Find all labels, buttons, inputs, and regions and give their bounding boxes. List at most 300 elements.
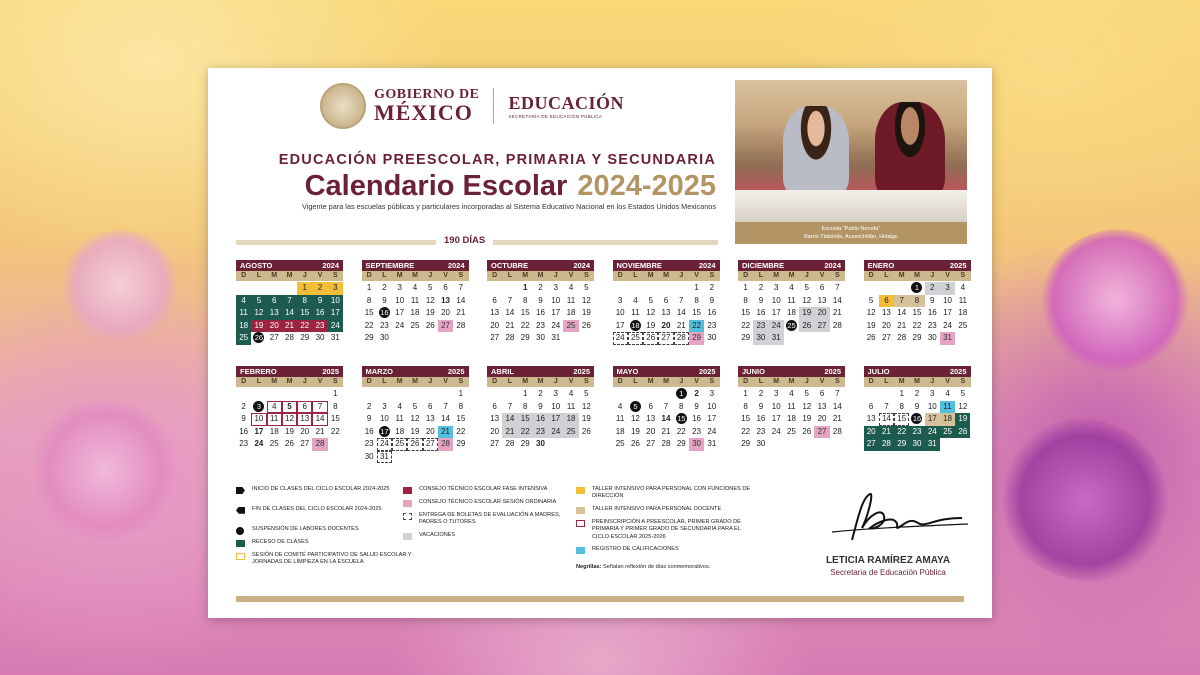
day-cell: 4 (960, 283, 966, 292)
day-cell: 15 (692, 308, 702, 317)
month-year: 2025 (573, 367, 590, 376)
weekday-label: L (256, 272, 262, 279)
day-cell: 5 (251, 295, 266, 308)
day-cell: 11 (395, 414, 404, 423)
weekday-label: S (458, 272, 464, 279)
day-cell: 10 (551, 295, 561, 305)
day-cell: 28 (505, 333, 515, 342)
weekday-label: M (271, 378, 278, 385)
empty-cell (628, 282, 643, 295)
day-cell: 23 (379, 320, 389, 330)
empty-cell (407, 388, 422, 401)
calendar-sheet (208, 68, 992, 618)
weekday-label: V (694, 378, 699, 385)
day-cell: 7 (835, 283, 840, 292)
day-cell: 28 (832, 426, 842, 436)
day-cell: 2 (241, 401, 246, 411)
day-cell: 26 (799, 320, 814, 333)
day-cell: 7 (282, 295, 297, 308)
day-cell: 1 (522, 389, 528, 398)
weekday-label: V (443, 378, 448, 385)
day-cell: 12 (581, 401, 591, 411)
day-cell (674, 413, 689, 426)
day-cell (377, 426, 392, 439)
day-cell: 10 (927, 401, 937, 411)
day-cell: 23 (536, 320, 545, 330)
day-cell: 4 (236, 295, 251, 308)
day-cell: 22 (912, 320, 922, 330)
day-cell: 4 (267, 401, 282, 414)
month-name: ENERO (867, 261, 895, 270)
day-cell: 31 (707, 439, 717, 448)
day-cell: 16 (692, 414, 702, 423)
day-cell: 13 (661, 308, 671, 317)
day-cell: 3 (382, 401, 387, 411)
day-cell: 27 (646, 439, 656, 448)
day-cell: 23 (753, 320, 768, 333)
day-cell: 11 (615, 414, 625, 423)
month-name: NOVIEMBRE (616, 261, 662, 270)
day-cell: 5 (648, 295, 653, 305)
day-cell: 1 (899, 389, 904, 398)
weekday-row (864, 377, 971, 387)
weekday-label: V (568, 272, 574, 279)
day-cell: 20 (881, 320, 891, 330)
day-cell: 17 (551, 308, 561, 317)
day-cell: 28 (879, 438, 894, 451)
day-cell: 29 (520, 439, 530, 448)
day-cell: 28 (456, 320, 466, 330)
day-cell: 24 (254, 439, 264, 448)
day-cell: 6 (879, 295, 894, 308)
day-cell: 30 (753, 332, 768, 345)
day-cell: 19 (285, 426, 294, 436)
day-cell: 18 (269, 426, 279, 436)
weekday-label: D (617, 272, 623, 279)
day-cell: 17 (615, 320, 625, 330)
day-cell: 17 (328, 307, 343, 320)
day-cell: 11 (410, 295, 420, 305)
day-cell: 29 (456, 439, 466, 448)
legend-swatch (576, 547, 585, 554)
day-cell: 18 (958, 308, 968, 317)
day-cell (674, 388, 689, 401)
day-cell: 11 (787, 295, 796, 305)
weekday-label: V (317, 272, 323, 279)
day-cell: 15 (364, 308, 374, 317)
day-cell: 1 (333, 389, 338, 398)
day-cell: 5 (868, 295, 874, 305)
day-cell: 17 (771, 308, 781, 317)
day-cell: 3 (617, 295, 623, 305)
day-cell: 25 (563, 320, 578, 333)
weekday-label: V (945, 378, 950, 385)
day-cell: 31 (377, 451, 392, 464)
day-cell: 9 (538, 295, 543, 305)
weekday-label: S (709, 272, 715, 279)
day-cell: 29 (689, 332, 704, 345)
days-count: 190 DÍAS (436, 235, 493, 246)
day-cell: 16 (312, 307, 327, 320)
day-cell: 4 (633, 295, 638, 305)
day-cell: 9 (366, 414, 372, 423)
day-cell: 20 (817, 414, 827, 423)
day-cell: 16 (364, 426, 374, 436)
day-cell: 28 (285, 333, 294, 342)
day-cell: 27 (881, 333, 891, 342)
day-cell: 9 (382, 295, 387, 305)
day-cell: 12 (646, 308, 656, 317)
day-cell: 1 (743, 389, 748, 398)
day-cell: 23 (533, 426, 548, 439)
day-cell: 2 (538, 389, 543, 398)
day-cell: 14 (897, 308, 907, 317)
day-cell: 18 (787, 308, 796, 317)
month-agosto (236, 260, 343, 345)
day-cell: 28 (897, 333, 907, 342)
day-cell: 5 (428, 283, 433, 292)
day-cell: 22 (689, 320, 704, 333)
legend-swatch (236, 487, 245, 494)
legend-text: SESIÓN DE COMITÉ PARTICIPATIVO DE SALUD ESCOLAR Y JORNADAS DE LIMPIEZA EN LA ESCUELA (252, 551, 412, 565)
weekday-label: S (584, 272, 589, 279)
day-cell: 23 (756, 426, 766, 436)
weekday-label: M (271, 272, 278, 279)
day-cell: 13 (646, 414, 656, 423)
day-cell: 14 (441, 414, 451, 423)
day-cell (377, 307, 392, 320)
day-cell: 6 (868, 401, 874, 411)
day-cell: 27 (814, 426, 829, 439)
day-cell: 17 (943, 308, 953, 317)
day-cell: 21 (315, 426, 325, 436)
legend-swatch (236, 553, 245, 560)
day-cell: 6 (267, 295, 282, 308)
weekday-label: M (898, 378, 905, 385)
day-cell: 25 (787, 426, 796, 436)
suspension-dot: 3 (253, 401, 264, 412)
day-cell: 4 (789, 283, 794, 292)
day-cell: 13 (817, 295, 827, 305)
days-divider (236, 235, 718, 249)
day-cell: 25 (940, 426, 955, 439)
month-year: 2024 (824, 261, 841, 270)
day-cell: 4 (789, 389, 794, 398)
day-cell: 21 (502, 426, 517, 439)
day-cell: 7 (507, 295, 513, 305)
month-year: 2025 (949, 261, 967, 270)
weekday-label: M (522, 272, 529, 279)
weekday-label: L (507, 378, 513, 385)
month-header (864, 366, 971, 377)
weekday-row (236, 377, 343, 387)
weekday-label: D (241, 378, 247, 385)
legend-swatch (403, 513, 412, 520)
day-cell: 21 (456, 308, 466, 317)
day-cell: 3 (553, 283, 558, 292)
day-cell: 3 (773, 283, 779, 292)
weekday-label: M (286, 378, 293, 385)
month-year: 2025 (447, 367, 465, 376)
day-cell: 25 (392, 438, 407, 451)
day-cell: 22 (676, 426, 686, 436)
day-cell: 25 (615, 439, 625, 448)
day-cell: 6 (663, 295, 669, 305)
day-cell: 26 (643, 332, 658, 345)
day-cell: 10 (251, 413, 266, 426)
day-cell: 9 (758, 401, 764, 411)
weekday-label: D (743, 272, 749, 279)
day-cell: 20 (864, 426, 879, 439)
weekday-label: L (633, 378, 638, 385)
legend-swatch (576, 507, 585, 514)
month-marzo (362, 366, 469, 463)
day-grid (613, 282, 720, 345)
day-cell: 17 (548, 413, 563, 426)
day-cell: 18 (566, 308, 576, 317)
day-cell: 26 (802, 426, 812, 436)
weekday-row (613, 377, 720, 387)
empty-cell (643, 282, 658, 295)
day-cell: 18 (940, 413, 955, 426)
day-cell: 16 (756, 414, 766, 423)
empty-cell (251, 388, 266, 401)
weekday-label: M (286, 272, 293, 279)
government-logo (320, 84, 624, 128)
day-cell: 24 (395, 320, 405, 330)
day-cell: 12 (410, 414, 420, 423)
day-grid (236, 282, 343, 345)
day-cell: 4 (945, 389, 950, 398)
day-cell: 12 (425, 295, 435, 305)
empty-cell (658, 282, 673, 295)
suspension-dot: 17 (380, 426, 389, 436)
day-cell: 14 (832, 295, 842, 305)
day-cell: 26 (866, 333, 876, 342)
day-grid (613, 388, 720, 451)
day-cell: 19 (866, 320, 876, 330)
day-cell: 12 (958, 401, 968, 411)
day-cell: 8 (899, 401, 904, 411)
month-name: FEBRERO (240, 367, 277, 376)
day-cell: 1 (366, 283, 372, 292)
month-name: JUNIO (742, 367, 765, 376)
weekday-label: D (617, 378, 623, 385)
day-cell: 5 (960, 389, 966, 398)
day-cell: 6 (297, 401, 312, 414)
day-cell: 8 (522, 295, 528, 305)
day-cell: 9 (914, 401, 920, 411)
day-cell: 5 (584, 389, 589, 398)
day-cell: 25 (269, 439, 279, 448)
weekday-label: M (773, 378, 780, 385)
month-name: SEPTIEMBRE (365, 261, 415, 270)
legend-text: TALLER INTENSIVO PARA PERSONAL CON FUNCIONES DE DIRECCIÓN (592, 486, 751, 500)
day-cell: 15 (741, 308, 751, 317)
legend-text: VACACIONES (419, 531, 456, 538)
weekday-label: S (333, 378, 338, 385)
month-year: 2024 (698, 261, 716, 270)
day-cell: 19 (581, 414, 591, 423)
day-cell: 24 (707, 426, 717, 436)
empty-cell (282, 282, 297, 295)
day-cell: 8 (522, 401, 528, 411)
day-cell: 8 (909, 295, 924, 308)
month-febrero (236, 366, 343, 451)
day-cell: 11 (566, 295, 576, 305)
day-cell: 18 (563, 413, 578, 426)
weekday-label: M (537, 272, 544, 279)
day-cell: 21 (438, 426, 453, 439)
day-cell: 19 (251, 320, 266, 333)
day-cell: 30 (756, 439, 766, 448)
empty-cell (392, 388, 407, 401)
weekday-row (236, 271, 343, 281)
weekday-label: M (773, 272, 780, 279)
day-cell (628, 401, 643, 414)
day-cell: 6 (648, 401, 653, 411)
weekday-label: L (633, 272, 638, 279)
weekday-label: J (428, 378, 433, 385)
day-cell: 26 (581, 426, 591, 436)
suspension-dot: 5 (630, 401, 641, 412)
day-cell: 4 (412, 283, 418, 292)
page-title (208, 170, 716, 203)
weekday-label: M (522, 378, 529, 385)
weekday-label: D (868, 272, 874, 279)
legend-text: FIN DE CLASES DEL CICLO ESCOLAR 2024-2025 (252, 505, 382, 512)
photo-caption-line2: Barrio Tlatzintla, Acaxochitlán, Hidalgo (804, 234, 898, 240)
empty-cell (423, 388, 438, 401)
day-cell: 2 (694, 389, 699, 398)
month-name: ABRIL (491, 367, 514, 376)
weekday-label: M (898, 272, 905, 279)
month-name: AGOSTO (240, 261, 273, 270)
day-cell: 18 (787, 414, 796, 423)
day-cell: 9 (758, 295, 764, 305)
month-mayo (613, 366, 720, 451)
day-cell: 14 (502, 413, 517, 426)
day-cell: 26 (285, 439, 294, 448)
empty-cell (864, 282, 879, 295)
weekday-label: D (743, 378, 749, 385)
day-cell: 3 (930, 389, 935, 398)
weekday-label: S (458, 378, 464, 385)
day-cell: 9 (694, 401, 699, 411)
day-cell: 25 (236, 332, 251, 345)
day-grid (236, 388, 343, 451)
day-cell: 31 (940, 332, 955, 345)
day-cell: 5 (804, 283, 809, 292)
empty-cell (312, 388, 327, 401)
day-cell: 22 (518, 426, 533, 439)
day-cell: 24 (943, 320, 953, 330)
weekday-label: J (302, 272, 307, 279)
day-cell: 22 (330, 426, 340, 436)
day-cell: 20 (661, 320, 671, 330)
weekday-label: M (914, 378, 920, 385)
legend-swatch (576, 520, 585, 527)
day-cell: 25 (410, 320, 420, 330)
background-flower (60, 230, 180, 340)
day-cell: 29 (364, 333, 374, 342)
day-cell: 17 (925, 413, 940, 426)
month-header (864, 260, 971, 271)
empty-cell (267, 388, 282, 401)
day-cell: 7 (458, 283, 464, 292)
day-cell: 14 (312, 413, 327, 426)
weekday-label: V (443, 272, 448, 279)
day-cell: 19 (581, 308, 591, 317)
day-cell: 14 (282, 307, 297, 320)
day-cell: 4 (568, 389, 574, 398)
legend-note-text: Señalan reflexión de días conmemorativos. (603, 564, 711, 570)
day-cell: 27 (490, 333, 500, 342)
legend-note-bold: Negrillas: (576, 564, 604, 570)
day-cell: 20 (814, 307, 829, 320)
day-cell: 10 (771, 295, 781, 305)
day-cell: 15 (518, 413, 533, 426)
day-cell: 12 (581, 295, 591, 305)
day-cell: 9 (312, 295, 327, 308)
day-grid (864, 388, 971, 451)
weekday-label: M (537, 378, 544, 385)
day-cell: 6 (492, 401, 497, 411)
photo-caption-line1: Escuela "Pablo Neruda" (821, 226, 881, 232)
signatory-name: LETICIA RAMÍREZ AMAYA (825, 555, 951, 566)
day-cell: 27 (490, 439, 500, 448)
day-cell: 18 (410, 308, 420, 317)
day-cell: 7 (312, 401, 327, 414)
day-cell: 30 (536, 439, 545, 448)
day-cell: 12 (282, 413, 297, 426)
weekday-label: L (758, 378, 764, 385)
day-cell: 26 (581, 320, 591, 330)
gob-line1: GOBIERNO DE (374, 87, 480, 102)
day-cell: 11 (631, 308, 640, 317)
day-cell: 1 (458, 389, 464, 398)
day-cell: 12 (802, 401, 812, 411)
day-cell: 13 (441, 295, 451, 305)
day-cell: 21 (832, 308, 842, 317)
day-cell: 6 (492, 295, 497, 305)
day-cell: 16 (927, 308, 937, 317)
legend-swatch (403, 487, 412, 494)
day-cell: 29 (741, 333, 751, 342)
weekday-label: M (788, 378, 795, 385)
day-cell: 17 (771, 414, 781, 423)
day-cell: 7 (443, 401, 448, 411)
weekday-label: V (819, 272, 825, 279)
day-cell: 7 (507, 401, 513, 411)
day-cell: 2 (758, 389, 764, 398)
legend-text: CONSEJO TÉCNICO ESCOLAR SESIÓN ORDINARIA (419, 499, 557, 505)
day-cell: 10 (707, 401, 717, 411)
day-cell: 26 (630, 439, 640, 448)
day-cell: 4 (568, 283, 574, 292)
day-cell: 17 (254, 426, 264, 436)
day-cell: 16 (707, 308, 717, 317)
day-cell: 15 (894, 413, 909, 426)
day-cell: 11 (940, 401, 955, 414)
day-cell: 22 (456, 426, 466, 436)
day-cell: 8 (743, 401, 748, 411)
weekday-label: J (302, 378, 307, 385)
day-cell: 24 (769, 320, 784, 333)
edu-title: EDUCACIÓN (508, 93, 624, 113)
background-flower (1021, 209, 1200, 392)
weekday-label: D (492, 272, 498, 279)
